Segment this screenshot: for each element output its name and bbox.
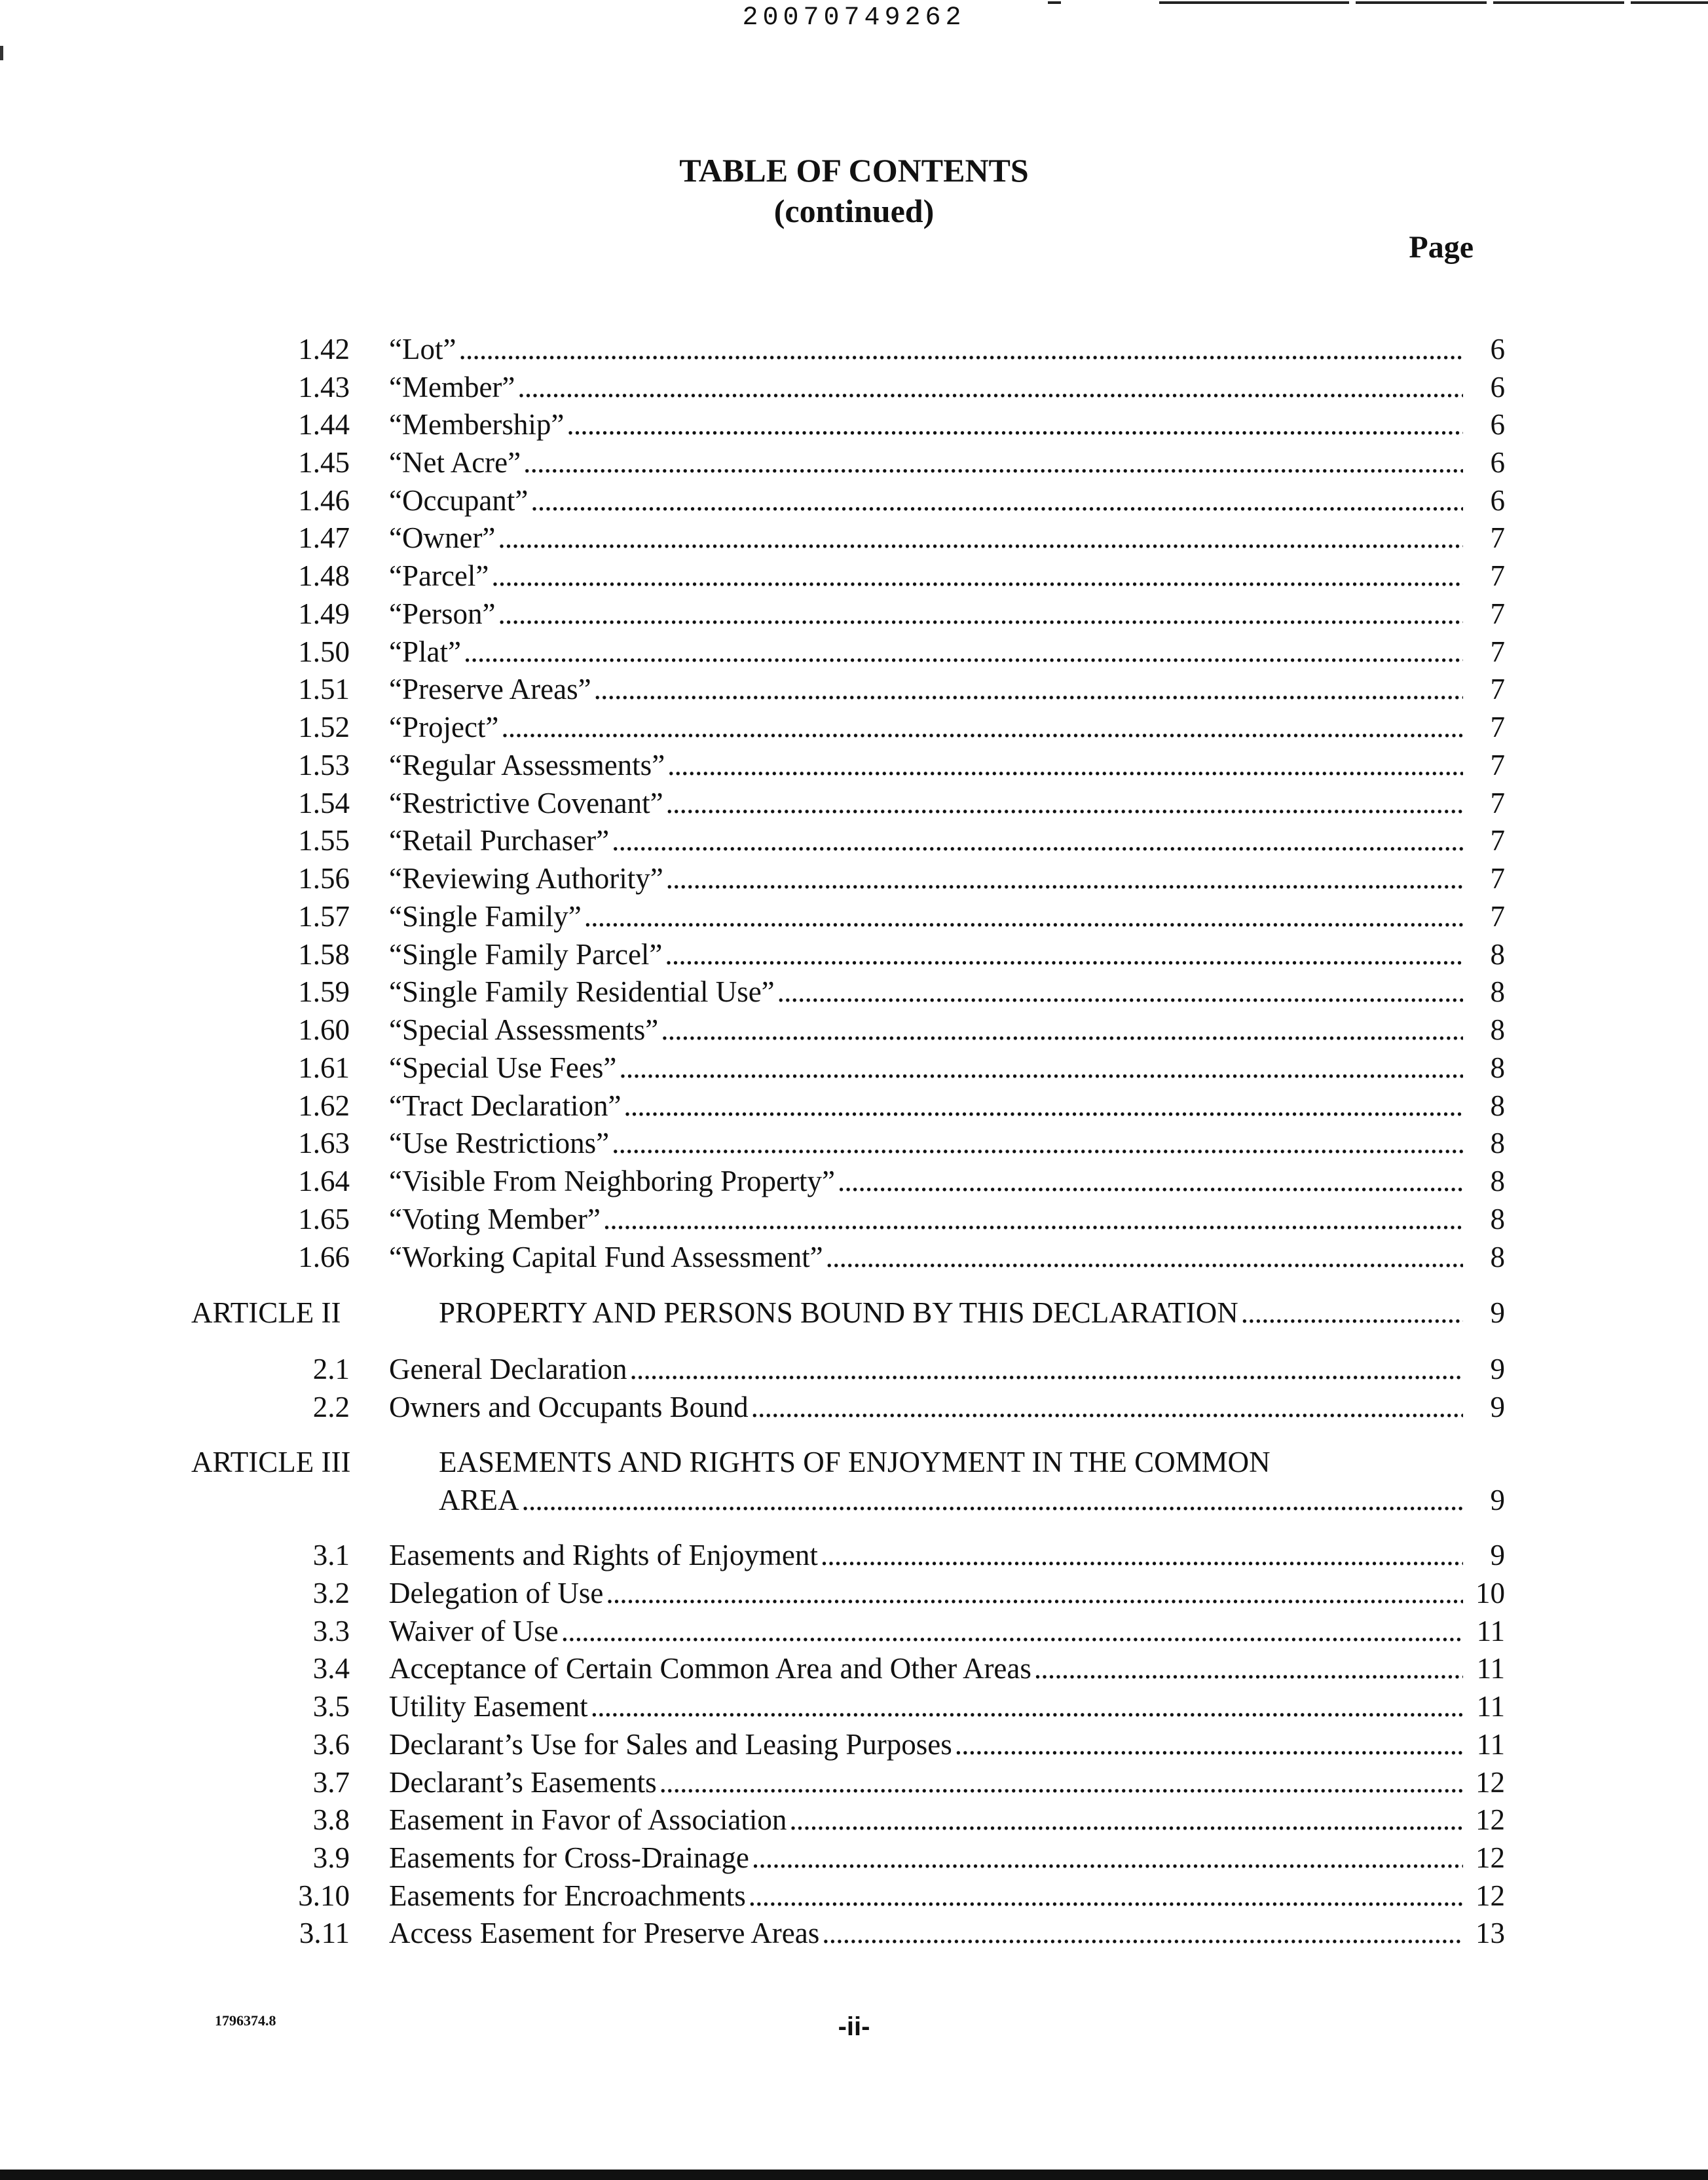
entry-number: 1.50 [298, 635, 350, 668]
entry-page: 9 [1490, 1353, 1505, 1385]
scan-edge-mark [0, 46, 3, 60]
entry-title: “Special Use Fees” [389, 1051, 617, 1084]
toc-subtitle: (continued) [773, 193, 935, 229]
entry-number: 1.65 [298, 1203, 350, 1235]
entry-page: 7 [1490, 824, 1505, 857]
entry-page: 11 [1476, 1652, 1505, 1685]
toc-entry[interactable] [0, 670, 1708, 708]
toc-entry[interactable] [0, 443, 1708, 481]
toc-entry[interactable] [0, 708, 1708, 746]
entry-title: “Visible From Neighboring Property” [389, 1165, 835, 1197]
entry-title: Delegation of Use [389, 1577, 604, 1609]
toc-entry[interactable] [0, 1763, 1708, 1801]
entry-page: 7 [1490, 787, 1505, 819]
entry-title: “Member” [389, 371, 515, 404]
toc-entry[interactable] [0, 859, 1708, 897]
toc-entry[interactable] [0, 1574, 1708, 1612]
entry-number: 3.7 [312, 1766, 350, 1799]
entry-title: “Project” [389, 711, 499, 743]
entry-number: 1.52 [298, 711, 350, 743]
entry-title: “Single Family Residential Use” [389, 975, 775, 1008]
entry-title: “Tract Declaration” [389, 1089, 622, 1122]
entry-page: 11 [1476, 1690, 1505, 1723]
toc-entry[interactable] [0, 368, 1708, 406]
entry-title: Easements for Cross-Drainage [389, 1841, 749, 1874]
article-title: EASEMENTS AND RIGHTS OF ENJOYMENT IN THE COMMON [439, 1446, 1271, 1478]
toc-entry[interactable] [0, 1612, 1708, 1650]
entry-number: 1.58 [298, 938, 350, 971]
article-title: PROPERTY AND PERSONS BOUND BY THIS DECLARATION [439, 1296, 1238, 1329]
toc-article-entry-continued[interactable] [0, 1481, 1708, 1519]
entry-page: 9 [1490, 1391, 1505, 1423]
entry-page: 6 [1490, 446, 1505, 479]
entry-number: 1.57 [298, 900, 350, 933]
entry-page: 8 [1490, 1013, 1505, 1046]
scan-bottom-border [0, 2170, 1708, 2180]
toc-entry[interactable] [0, 1839, 1708, 1877]
entry-title: Declarant’s Easements [389, 1766, 657, 1799]
entry-number: 1.66 [298, 1241, 350, 1273]
entry-page: 6 [1490, 333, 1505, 366]
entry-title: “Membership” [389, 408, 565, 441]
entry-number: 3.6 [312, 1728, 350, 1761]
toc-entry[interactable] [0, 519, 1708, 557]
entry-number: 1.53 [298, 749, 350, 781]
entry-title: “Reviewing Authority” [389, 862, 663, 895]
entry-page: 7 [1490, 597, 1505, 630]
toc-entry[interactable] [0, 935, 1708, 973]
footer-page-number: -ii- [838, 2012, 870, 2041]
entry-title: “Preserve Areas” [389, 673, 591, 705]
entry-title: “Single Family Parcel” [389, 938, 663, 971]
toc-title: TABLE OF CONTENTS [679, 152, 1029, 189]
entry-page: 10 [1476, 1577, 1505, 1609]
toc-entry[interactable] [0, 821, 1708, 859]
entry-page: 7 [1490, 862, 1505, 895]
entry-page: 8 [1490, 1051, 1505, 1084]
toc-entry[interactable] [0, 1087, 1708, 1125]
entry-number: 3.3 [312, 1615, 350, 1647]
entry-title: Acceptance of Certain Common Area and Other Areas [389, 1652, 1031, 1685]
entry-page: 7 [1490, 559, 1505, 592]
entry-number: 1.62 [298, 1089, 350, 1122]
entry-page: 8 [1490, 975, 1505, 1008]
entry-number: 3.4 [312, 1652, 350, 1685]
toc-entry[interactable] [0, 1649, 1708, 1687]
entry-number: 3.11 [299, 1917, 350, 1949]
toc-entry[interactable] [0, 595, 1708, 633]
toc-entry[interactable] [0, 481, 1708, 519]
entry-page: 9 [1490, 1296, 1505, 1329]
entry-page: 11 [1476, 1728, 1505, 1761]
toc-entry[interactable] [0, 1388, 1708, 1426]
entry-title: “Person” [389, 597, 496, 630]
entry-number: 1.43 [298, 371, 350, 404]
entry-title: “Use Restrictions” [389, 1127, 610, 1159]
entry-number: 1.42 [298, 333, 350, 366]
entry-number: 1.59 [298, 975, 350, 1008]
entry-page: 9 [1490, 1484, 1505, 1516]
toc-entry[interactable] [0, 1801, 1708, 1839]
entry-title: “Net Acre” [389, 446, 521, 479]
toc-article-entry[interactable] [0, 1443, 1708, 1481]
entry-title: Declarant’s Use for Sales and Leasing Purposes [389, 1728, 952, 1761]
footer-document-code: 1796374.8 [215, 2012, 276, 2029]
entry-number: 3.1 [312, 1539, 350, 1571]
article-number: ARTICLE III [191, 1446, 351, 1478]
entry-title: “Parcel” [389, 559, 489, 592]
entry-title: Easements for Encroachments [389, 1879, 746, 1912]
toc-entry[interactable] [0, 1350, 1708, 1388]
entry-title: Access Easement for Preserve Areas [389, 1917, 820, 1949]
entry-page: 6 [1490, 371, 1505, 404]
entry-page: 6 [1490, 484, 1505, 517]
entry-number: 2.2 [312, 1391, 350, 1423]
entry-page: 12 [1476, 1841, 1505, 1874]
entry-page: 7 [1490, 673, 1505, 705]
entry-title: “Lot” [389, 333, 456, 366]
toc-entry[interactable] [0, 1011, 1708, 1049]
entry-number: 3.9 [312, 1841, 350, 1874]
entry-page: 12 [1476, 1803, 1505, 1836]
entry-title: Easement in Favor of Association [389, 1803, 787, 1836]
entry-number: 1.48 [298, 559, 350, 592]
entry-page: 7 [1490, 900, 1505, 933]
toc-entry[interactable] [0, 1238, 1708, 1276]
entry-number: 1.47 [298, 521, 350, 554]
entry-page: 8 [1490, 1203, 1505, 1235]
entry-title: Easements and Rights of Enjoyment [389, 1539, 818, 1571]
entry-page: 8 [1490, 1165, 1505, 1197]
entry-title: General Declaration [389, 1353, 627, 1385]
toc-entry[interactable] [0, 1536, 1708, 1574]
entry-page: 7 [1490, 521, 1505, 554]
entry-page: 7 [1490, 749, 1505, 781]
entry-page: 12 [1476, 1766, 1505, 1799]
toc-entry[interactable] [0, 1914, 1708, 1952]
entry-page: 7 [1490, 635, 1505, 668]
entry-number: 3.10 [298, 1879, 350, 1912]
entry-number: 1.60 [298, 1013, 350, 1046]
article-title-continued: AREA [439, 1484, 519, 1516]
entry-page: 7 [1490, 711, 1505, 743]
toc-entry[interactable] [0, 746, 1708, 784]
entry-title: Waiver of Use [389, 1615, 559, 1647]
toc-entry[interactable] [0, 557, 1708, 595]
entry-title: “Occupant” [389, 484, 529, 517]
entry-title: “Retail Purchaser” [389, 824, 610, 857]
page-column-label: Page [1409, 230, 1474, 265]
entry-number: 1.49 [298, 597, 350, 630]
entry-title: “Special Assessments” [389, 1013, 659, 1046]
toc-entry[interactable] [0, 897, 1708, 935]
entry-number: 3.5 [312, 1690, 350, 1723]
entry-number: 1.54 [298, 787, 350, 819]
entry-page: 8 [1490, 1089, 1505, 1122]
entry-page: 9 [1490, 1539, 1505, 1571]
entry-page: 6 [1490, 408, 1505, 441]
toc-entry[interactable] [0, 1877, 1708, 1915]
toc-entry[interactable] [0, 784, 1708, 822]
entry-title: “Working Capital Fund Assessment” [389, 1241, 823, 1273]
entry-number: 3.2 [312, 1577, 350, 1609]
entry-number: 1.55 [298, 824, 350, 857]
toc-entry[interactable] [0, 1200, 1708, 1238]
toc-article-entry[interactable] [0, 1294, 1708, 1332]
document-number: 20070749262 [742, 3, 966, 33]
entry-page: 11 [1476, 1615, 1505, 1647]
toc-entry[interactable] [0, 1162, 1708, 1200]
entry-title: Owners and Occupants Bound [389, 1391, 749, 1423]
toc-entry[interactable] [0, 1725, 1708, 1763]
entry-number: 1.63 [298, 1127, 350, 1159]
entry-number: 1.44 [298, 408, 350, 441]
entry-page: 13 [1476, 1917, 1505, 1949]
entry-title: “Owner” [389, 521, 496, 554]
toc-entry[interactable] [0, 633, 1708, 671]
entry-title: “Regular Assessments” [389, 749, 665, 781]
entry-number: 3.8 [312, 1803, 350, 1836]
entry-title: “Voting Member” [389, 1203, 601, 1235]
entry-number: 1.51 [298, 673, 350, 705]
entry-page: 8 [1490, 1127, 1505, 1159]
entry-title: “Plat” [389, 635, 461, 668]
entry-title: Utility Easement [389, 1690, 588, 1723]
entry-title: “Restrictive Covenant” [389, 787, 663, 819]
entry-number: 1.64 [298, 1165, 350, 1197]
entry-title: “Single Family” [389, 900, 582, 933]
entry-number: 1.45 [298, 446, 350, 479]
entry-number: 1.61 [298, 1051, 350, 1084]
toc-entry[interactable] [0, 405, 1708, 443]
entry-number: 2.1 [312, 1353, 350, 1385]
entry-number: 1.56 [298, 862, 350, 895]
entry-number: 1.46 [298, 484, 350, 517]
toc-entry[interactable] [0, 1687, 1708, 1725]
entry-page: 8 [1490, 938, 1505, 971]
entry-page: 12 [1476, 1879, 1505, 1912]
toc-entry[interactable] [0, 973, 1708, 1011]
article-number: ARTICLE II [191, 1296, 341, 1329]
toc-entry[interactable] [0, 330, 1708, 368]
toc-entry[interactable] [0, 1124, 1708, 1162]
entry-page: 8 [1490, 1241, 1505, 1273]
toc-entry[interactable] [0, 1049, 1708, 1087]
